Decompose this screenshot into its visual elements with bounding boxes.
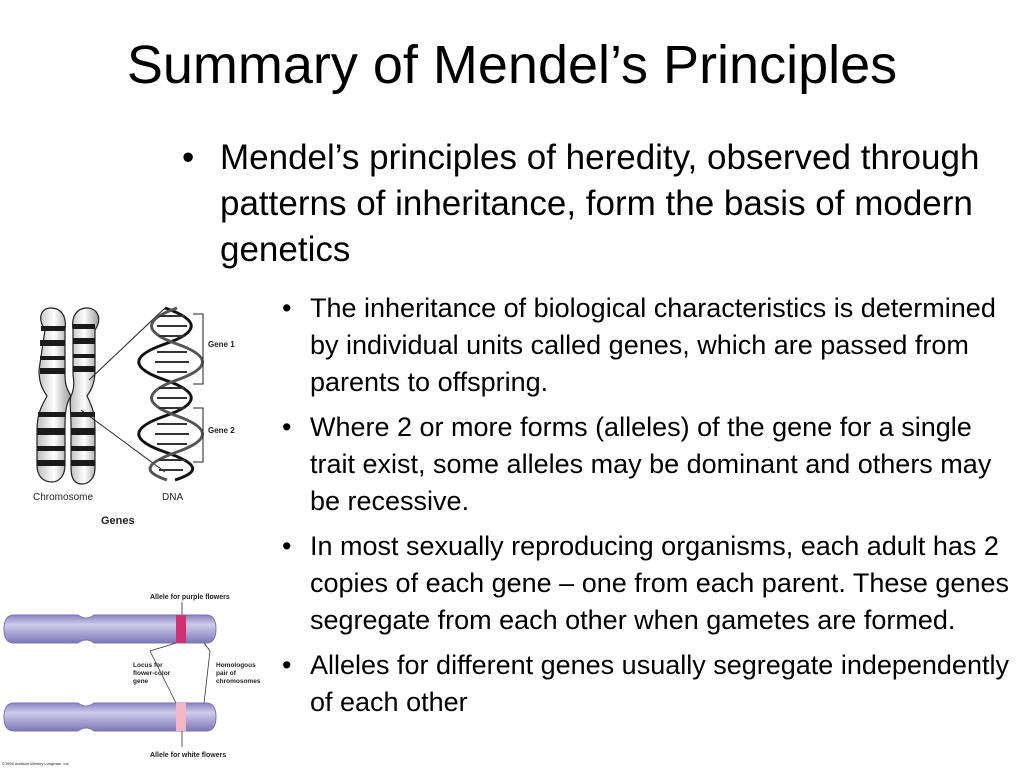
genes-caption: Genes xyxy=(101,515,135,527)
sub-bullet xyxy=(282,528,1017,639)
chromosome-label: Chromosome xyxy=(33,492,94,503)
white-allele-label: Allele for white flowers xyxy=(150,752,227,759)
locus-label-line: gene xyxy=(133,678,149,685)
gene1-label: Gene 1 xyxy=(208,340,235,349)
homologous-label-line: pair of xyxy=(216,670,236,677)
genes-figure xyxy=(25,300,265,532)
main-bullet xyxy=(182,135,1002,273)
sub-bullet-text: Alleles for different genes usually segregate independently of each other xyxy=(310,650,1009,717)
sub-bullet xyxy=(282,647,1017,721)
sub-bullet-text: The inheritance of biological characteristics is determined by individual units called genes, which are passed from parents to offspring. xyxy=(310,293,996,397)
bullet-dot: • xyxy=(282,650,292,680)
bullet-dot: • xyxy=(182,138,195,177)
chromosome-illustration xyxy=(37,308,99,484)
purple-allele-label: Allele for purple flowers xyxy=(150,594,230,601)
homologous-label xyxy=(216,662,260,685)
sub-bullet xyxy=(282,409,1017,520)
sub-bullet-list xyxy=(282,290,1017,729)
purple-allele-band xyxy=(176,615,186,643)
sub-bullet-text: In most sexually reproducing organisms, each adult has 2 copies of each gene – one from each parent. These genes segregate from each other when gametes are formed. xyxy=(310,531,1009,635)
bullet-dot: • xyxy=(282,531,292,561)
locus-label-line: flower-color xyxy=(133,670,171,677)
sub-bullet xyxy=(282,290,1017,401)
dna-helix xyxy=(139,308,203,480)
locus-label-line: Locus for xyxy=(133,662,163,669)
homologous-label-line: Homologous xyxy=(216,662,256,669)
chromosome-bottom xyxy=(4,703,216,731)
main-bullet-text: Mendel’s principles of heredity, observed through patterns of inheritance, form the basis of modern genetics xyxy=(220,138,980,269)
homologous-label-line: chromosomes xyxy=(216,678,260,685)
locus-label xyxy=(133,662,172,685)
copyright-text: ©1999 Addison Wesley Longman, Inc. xyxy=(2,761,70,766)
dna-label: DNA xyxy=(162,492,184,503)
slide-title: Summary of Mendel’s Principles xyxy=(126,35,898,95)
bullet-dot: • xyxy=(282,293,292,323)
sub-bullet-text: Where 2 or more forms (alleles) of the gene for a single trait exist, some alleles may be dominant and others may be recessive. xyxy=(310,412,992,516)
white-allele-band xyxy=(176,703,186,731)
bullet-dot: • xyxy=(282,412,292,442)
alleles-figure xyxy=(0,585,260,767)
gene2-label: Gene 2 xyxy=(208,426,235,435)
chromosome-top xyxy=(4,615,216,643)
